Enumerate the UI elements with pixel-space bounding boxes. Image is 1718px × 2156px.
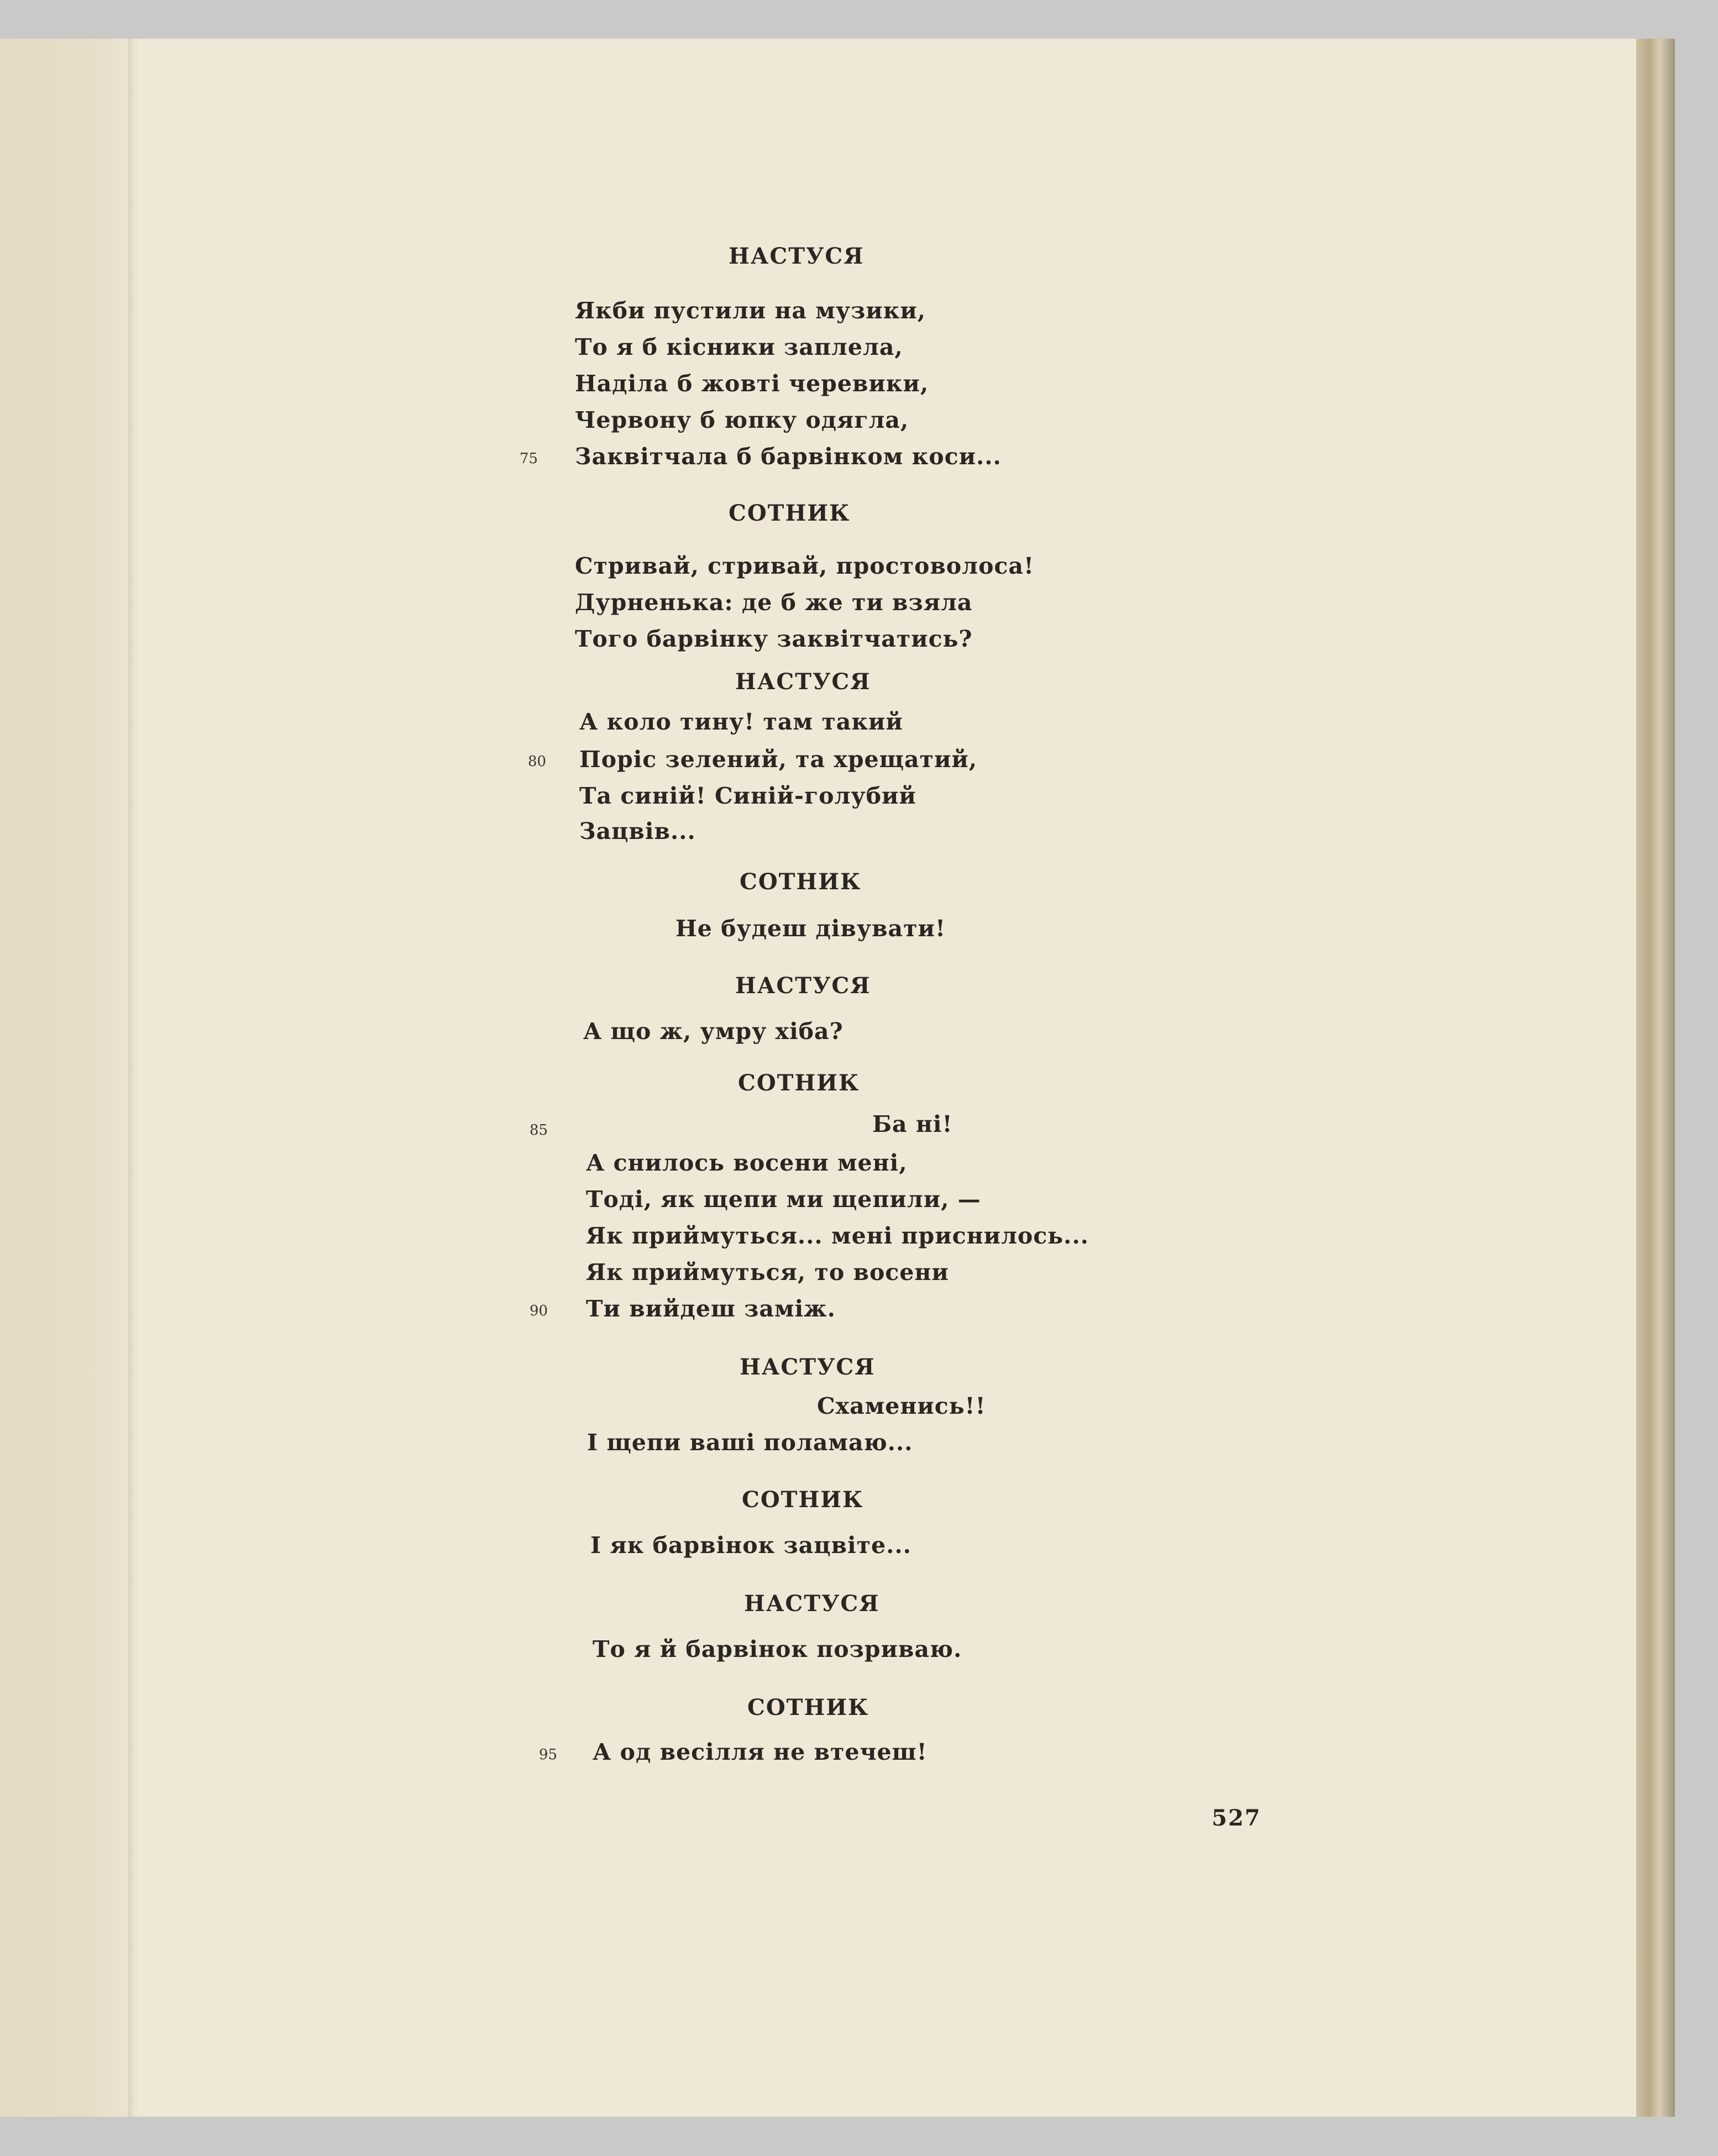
verse-line: Наділа б жовті черевики, — [575, 370, 929, 397]
verse-line: Того барвінку заквітчатись? — [575, 626, 973, 652]
verse-line: Схаменись!! — [817, 1393, 986, 1419]
verse-line: А коло тину! там такий — [579, 709, 903, 735]
speaker-name: НАСТУСЯ — [735, 973, 871, 999]
verse-line: Не будеш дівувати! — [675, 915, 946, 942]
page-number: 527 — [1212, 1805, 1261, 1831]
line-number: 95 — [539, 1746, 558, 1763]
line-number: 90 — [530, 1303, 548, 1319]
speaker-name: СОТНИК — [729, 500, 851, 526]
line-number: 75 — [520, 450, 538, 467]
verse-line: Ба ні! — [872, 1111, 953, 1137]
line-number: 80 — [528, 753, 547, 770]
speaker-name: СОТНИК — [740, 869, 862, 895]
verse-line: То я й барвінок позриваю. — [593, 1636, 962, 1662]
line-number: 85 — [530, 1122, 548, 1139]
verse-line: А що ж, умру хіба? — [583, 1018, 844, 1045]
verse-line: Дурненька: де б же ти взяла — [575, 589, 973, 616]
verse-line: А снилось восени мені, — [586, 1150, 908, 1176]
verse-line: Ти вийдеш заміж. — [586, 1295, 836, 1322]
verse-line: Поріс зелений, та хрещатий, — [579, 746, 978, 773]
page-gutter-shadow — [0, 39, 138, 2117]
verse-line: Як приймуться, то восени — [586, 1259, 949, 1286]
verse-line: Червону б юпку одягла, — [575, 407, 909, 433]
speaker-name: СОТНИК — [742, 1487, 864, 1513]
verse-line: Заквітчала б барвінком коси... — [575, 443, 1002, 470]
page-stack-edge — [1636, 39, 1675, 2117]
binding-edge — [128, 39, 135, 2117]
verse-line: А од весілля не втечеш! — [593, 1739, 928, 1765]
speaker-name: СОТНИК — [747, 1695, 870, 1720]
verse-line: Та синій! Синій-голубий — [579, 783, 916, 809]
verse-line: І як барвінок зацвіте... — [590, 1532, 912, 1559]
verse-line: Якби пустили на музики, — [575, 297, 926, 324]
verse-line: Стривай, стривай, простоволоса! — [575, 553, 1034, 579]
verse-line: Тоді, як щепи ми щепили, — — [586, 1186, 981, 1213]
verse-line: То я б кісники заплела, — [575, 334, 903, 360]
speaker-name: НАСТУСЯ — [740, 1354, 876, 1380]
speaker-name: НАСТУСЯ — [729, 243, 865, 269]
verse-line: Як приймуться... мені приснилось... — [586, 1223, 1089, 1249]
verse-line: Зацвів... — [579, 818, 696, 844]
verse-line: І щепи ваші поламаю... — [587, 1429, 913, 1456]
speaker-name: НАСТУСЯ — [735, 669, 871, 695]
speaker-name: НАСТУСЯ — [744, 1591, 880, 1617]
speaker-name: СОТНИК — [738, 1070, 860, 1096]
book-page — [0, 39, 1675, 2117]
